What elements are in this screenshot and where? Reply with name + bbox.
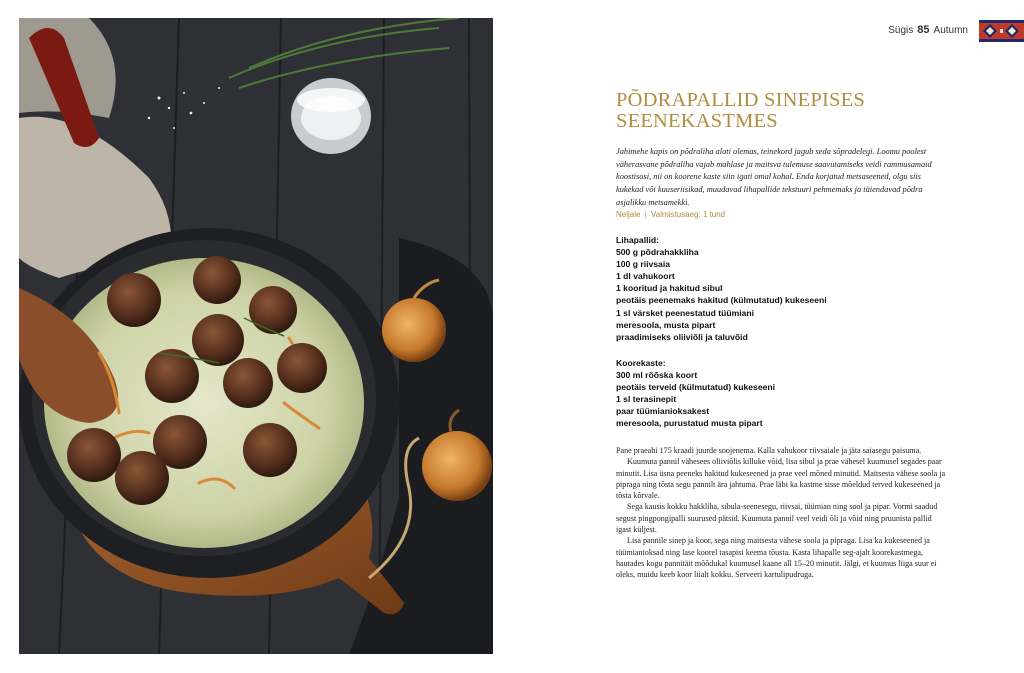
prep-time: Valmistusaeg: 1 tund [651,210,726,219]
ingredients-meatballs [616,234,936,343]
meatballs-in-pan-photo [19,18,493,654]
ingredients-heading: Koorekaste: [616,358,666,368]
method-paragraph: Lisa pannile sinep ja koor, sega ning maitsesta vähese soola ja pipraga. Lisa ka kukeseened ja tüümianioksad ning lase koorel tasapisi keema tõusta. Kasta lihapalle seg-ajalt koorekastmega, hautades kogu pannitäit mõõdukal kuumusel kaane all 15–20 minutit. Jälgi, et kuumus liiga suur ei oleks, muidu keeb koor liialt kokku. Serveeri kartulipudruga. [616,536,937,580]
section-name-en: Autumn [933,24,968,36]
ingredient-item: meresoola, musta pipart [616,319,716,330]
ingredient-item: 1 sl värsket peenestatud tüümiani [616,307,755,318]
recipe-meta [616,210,725,219]
ingredient-item: praadimiseks oliiviõli ja taluvõid [616,331,748,342]
recipe-title-line1: PÕDRAPALLID SINEPISES [616,89,865,111]
section-name-et: Sügis [888,24,914,36]
folk-pattern-ornament [979,20,1024,42]
ingredient-item: 1 kooritud ja hakitud sibul [616,283,723,294]
ingredient-item: 100 g riivsaia [616,259,670,270]
recipe-title-line2: SEENEKASTMES [616,110,778,132]
running-header [888,24,968,36]
ingredients-sauce [616,357,936,430]
ingredient-item: 1 dl vahukoort [616,271,675,282]
ingredient-item: peotäis peenemaks hakitud (külmutatud) kukeseeni [616,295,827,306]
ingredients-heading: Lihapallid: [616,235,659,245]
recipe-method [616,445,946,581]
recipe-photo [19,18,493,654]
method-paragraph: Sega kausis kokku hakkliha, sibula-seenesegu, riivsai, tüümian ning sool ja pipar. Vormi saadud segust pingpongipalli suurused pätsid. Kuumuta pannil veel veidi õli ja võid ning pruunista pallid igast küljest. [616,502,938,535]
ingredient-item: peotäis terveid (külmutatud) kukeseeni [616,382,776,393]
ingredient-item: paar tüümianioksakest [616,406,710,417]
method-paragraph: Kuumuta pannil vähesees oliiviõlis killuke võid, lisa sibul ja prae vähesel kuumusel segades paar minutit. Lisa üsna peeneks hakitud kukeseened ja prae veel mõned minutid. Maitsesta vähese soola ja pipraga ning tõsta segu pannilt ära jahtuma. Prae läbi ka kastme sisse mõeldud terved kukeseened ja tõsta kõrvale. [616,457,946,501]
method-paragraph: Pane praeahi 175 kraadi juurde soojenema. Kalla vahukoor riivsaiale ja jäta saiasegu paisuma. [616,446,922,455]
servings: Neljale [616,210,641,219]
recipe-title [616,90,916,132]
ingredient-item: 300 ml rõõska koort [616,370,698,381]
ingredient-item: 500 g põdrahakkliha [616,247,699,258]
page-number: 85 [917,24,930,36]
recipe-intro: Jahimehe kapis on põdraliha alati olemas, teinekord jagub seda sõpradelegi. Loomu poolest väherasvane põdraliha vajab mahlase ja maitsva tulemuse saavutamiseks veidi rammusamaid koostisosi, nii on koorene kaste siin igati omal kohal. Enda korjatud metsaseened, olgu siis kukekad või kuuseriisikad, muudavad lihapallide tekstuuri pehmemaks ja täiendavad põdra asjalikku metsamekki. [616,147,932,207]
ingredient-item: 1 sl terasinepit [616,394,677,405]
ingredient-item: meresoola, purustatud musta pipart [616,418,763,429]
meta-separator: | [644,210,647,219]
